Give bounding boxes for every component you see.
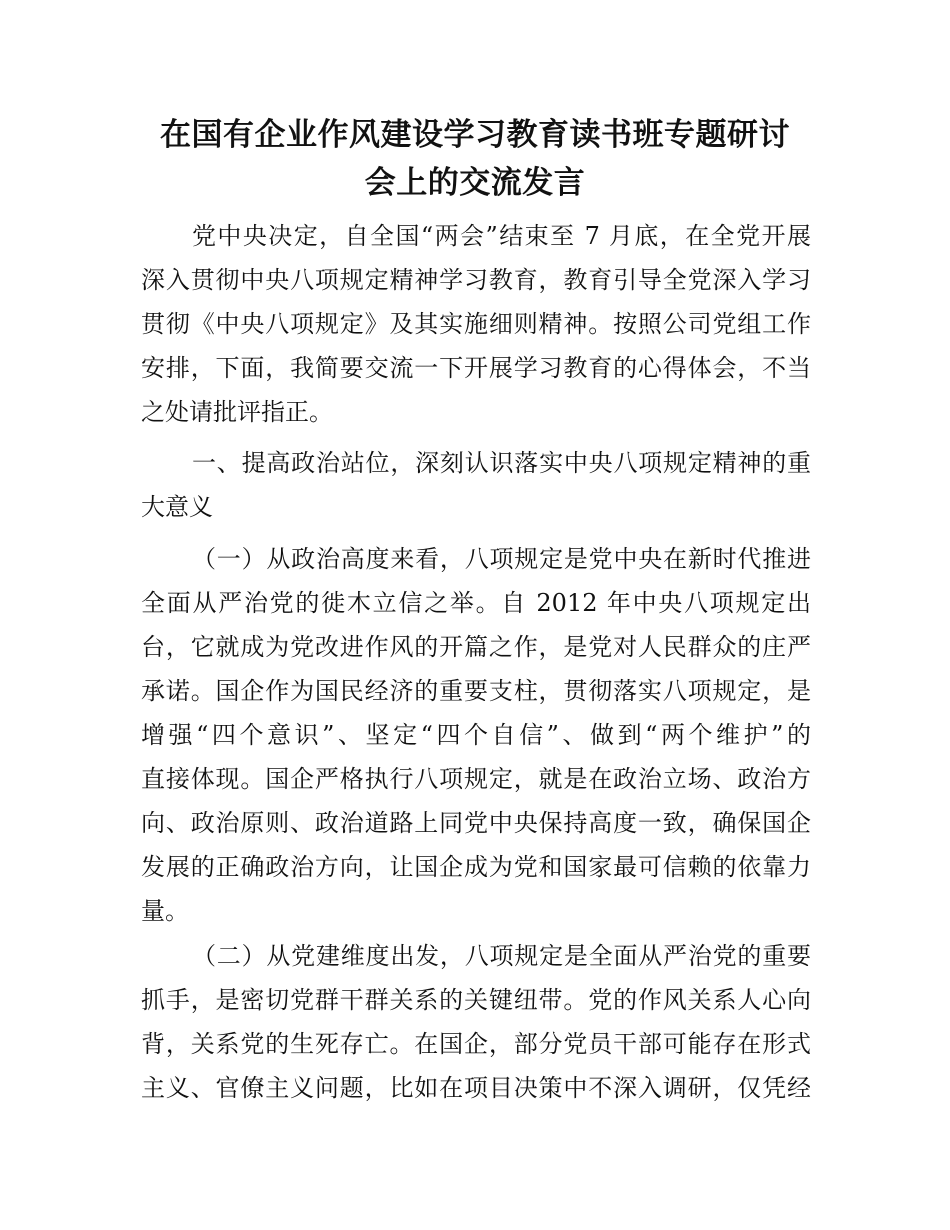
paragraph-line: 承诺。国企作为国民经济的重要支柱，贯彻落实八项规定，是: [141, 677, 811, 705]
heading-line: 一、提高政治站位，深刻认识落实中央八项规定精神的重: [192, 449, 811, 477]
paragraph-line: 深入贯彻中央八项规定精神学习教育，教育引导全党深入学习: [141, 266, 811, 294]
paragraph-line: 向、政治原则、政治道路上同党中央保持高度一致，确保国企: [141, 809, 811, 837]
paragraph-line: 主义、官僚主义问题，比如在项目决策中不深入调研，仅凭经: [141, 1074, 811, 1102]
paragraph-line: 贯彻《中央八项规定》及其实施细则精神。按照公司党组工作: [141, 310, 811, 338]
paragraph-line: 之处请批评指正。: [141, 398, 333, 426]
document-title-line-2: 会上的交流发言: [364, 165, 586, 201]
paragraph-line: 台，它就成为党改进作风的开篇之作，是党对人民群众的庄严: [141, 633, 811, 661]
paragraph-line: （一）从政治高度来看，八项规定是党中央在新时代推进: [192, 545, 811, 573]
paragraph-line: 背，关系党的生死存亡。在国企，部分党员干部可能存在形式: [141, 1030, 811, 1058]
paragraph-line: 安排，下面，我简要交流一下开展学习教育的心得体会，不当: [141, 354, 811, 382]
paragraph-line: （二）从党建维度出发，八项规定是全面从严治党的重要: [192, 942, 811, 970]
paragraph-line: 抓手，是密切党群干群关系的关键纽带。党的作风关系人心向: [141, 986, 811, 1014]
paragraph-line: 直接体现。国企严格执行八项规定，就是在政治立场、政治方: [141, 765, 811, 793]
heading-line: 大意义: [141, 493, 213, 521]
paragraph-line: 发展的正确政治方向，让国企成为党和国家最可信赖的依靠力: [141, 853, 811, 881]
paragraph-line: 党中央决定，自全国“两会”结束至 7 月底，在全党开展: [192, 222, 811, 250]
paragraph-line: 全面从严治党的徙木立信之举。自 2012 年中央八项规定出: [141, 589, 811, 617]
document-title-line-1: 在国有企业作风建设学习教育读书班专题研讨: [160, 117, 790, 153]
paragraph-line: 增强“四个意识”、坚定“四个自信”、做到“两个维护”的: [141, 721, 811, 749]
paragraph-line: 量。: [141, 897, 189, 925]
